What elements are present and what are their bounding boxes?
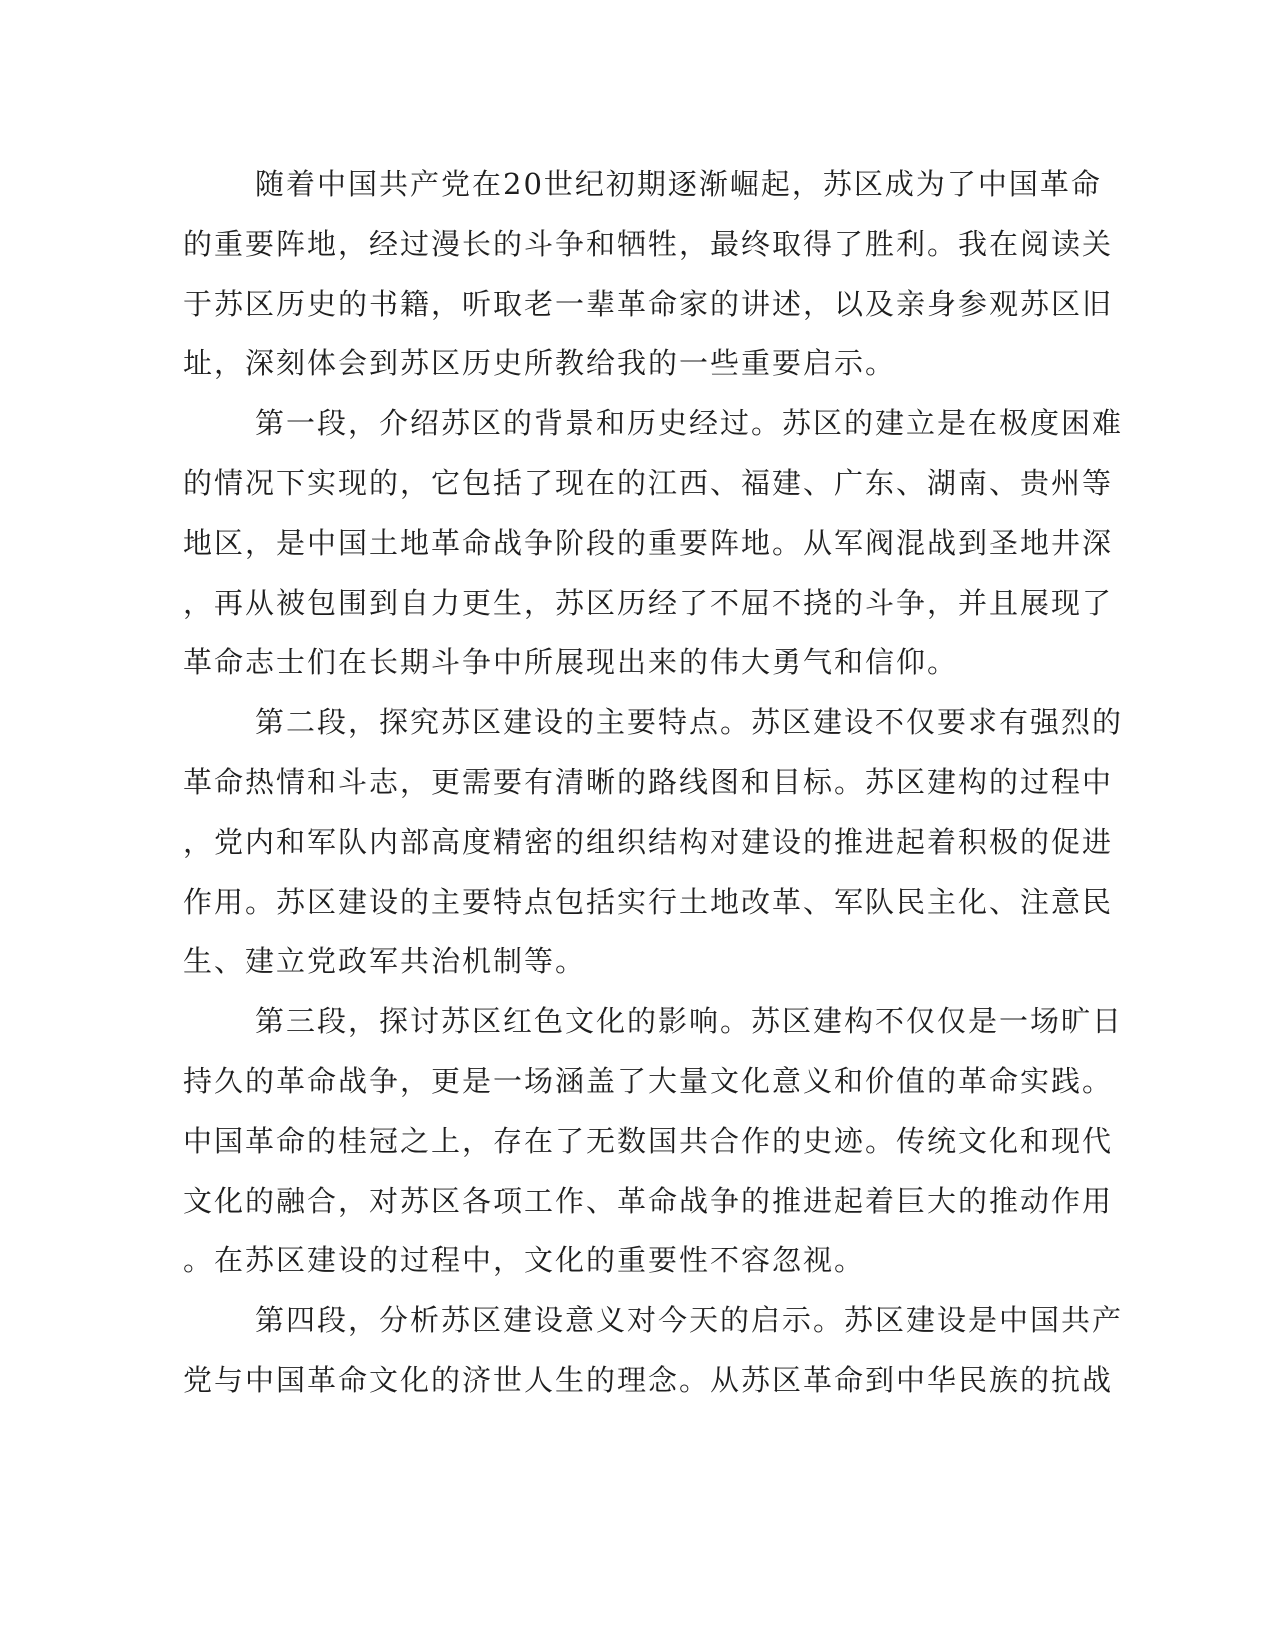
paragraph-section-3 [183, 992, 1124, 1291]
text-line: ，党内和军队内部高度精密的组织结构对建设的推进起着积极的促进 [183, 824, 1114, 859]
text-line: 持久的革命战争，更是一场涵盖了大量文化意义和价值的革命实践。 [183, 1063, 1114, 1098]
paragraph-intro [183, 155, 1114, 394]
text-line: 的情况下实现的，它包括了现在的江西、福建、广东、湖南、贵州等 [183, 465, 1114, 500]
text-line: 第一段，介绍苏区的背景和历史经过。苏区的建立是在极度困难 [255, 406, 1124, 441]
text-line: 第四段，分析苏区建设意义对今天的启示。苏区建设是中国共产 [255, 1303, 1124, 1338]
text-line: ，再从被包围到自力更生，苏区历经了不屈不挠的斗争，并且展现了 [183, 585, 1114, 620]
text-line: 革命志士们在长期斗争中所展现出来的伟大勇气和信仰。 [183, 645, 959, 680]
text-line: 第二段，探究苏区建设的主要特点。苏区建设不仅要求有强烈的 [255, 705, 1124, 740]
text-line: 生、建立党政军共治机制等。 [183, 944, 587, 979]
text-line: 地区，是中国土地革命战争阶段的重要阵地。从军阀混战到圣地井深 [183, 525, 1114, 560]
text-line: 党与中国革命文化的济世人生的理念。从苏区革命到中华民族的抗战 [183, 1362, 1114, 1397]
text-line: 革命热情和斗志，更需要有清晰的路线图和目标。苏区建构的过程中 [183, 764, 1114, 799]
text-line: 的重要阵地，经过漫长的斗争和牺牲，最终取得了胜利。我在阅读关 [183, 226, 1114, 261]
paragraph-section-2 [183, 693, 1124, 992]
text-line: 作用。苏区建设的主要特点包括实行土地改革、军队民主化、注意民 [183, 884, 1114, 919]
text-line: 随着中国共产党在20世纪初期逐渐崛起，苏区成为了中国革命 [255, 167, 1102, 201]
text-line: 于苏区历史的书籍，听取老一辈革命家的讲述，以及亲身参观苏区旧 [183, 286, 1114, 321]
text-line: 址，深刻体会到苏区历史所教给我的一些重要启示。 [183, 346, 897, 381]
text-line: 文化的融合，对苏区各项工作、革命战争的推进起着巨大的推动作用 [183, 1183, 1114, 1218]
paragraph-section-1 [183, 394, 1124, 693]
document-body [183, 155, 1124, 1411]
text-line: 第三段，探讨苏区红色文化的影响。苏区建构不仅仅是一场旷日 [255, 1004, 1124, 1039]
text-line: 。在苏区建设的过程中，文化的重要性不容忽视。 [183, 1243, 866, 1278]
text-line: 中国革命的桂冠之上，存在了无数国共合作的史迹。传统文化和现代 [183, 1123, 1114, 1158]
paragraph-section-4 [183, 1291, 1124, 1411]
